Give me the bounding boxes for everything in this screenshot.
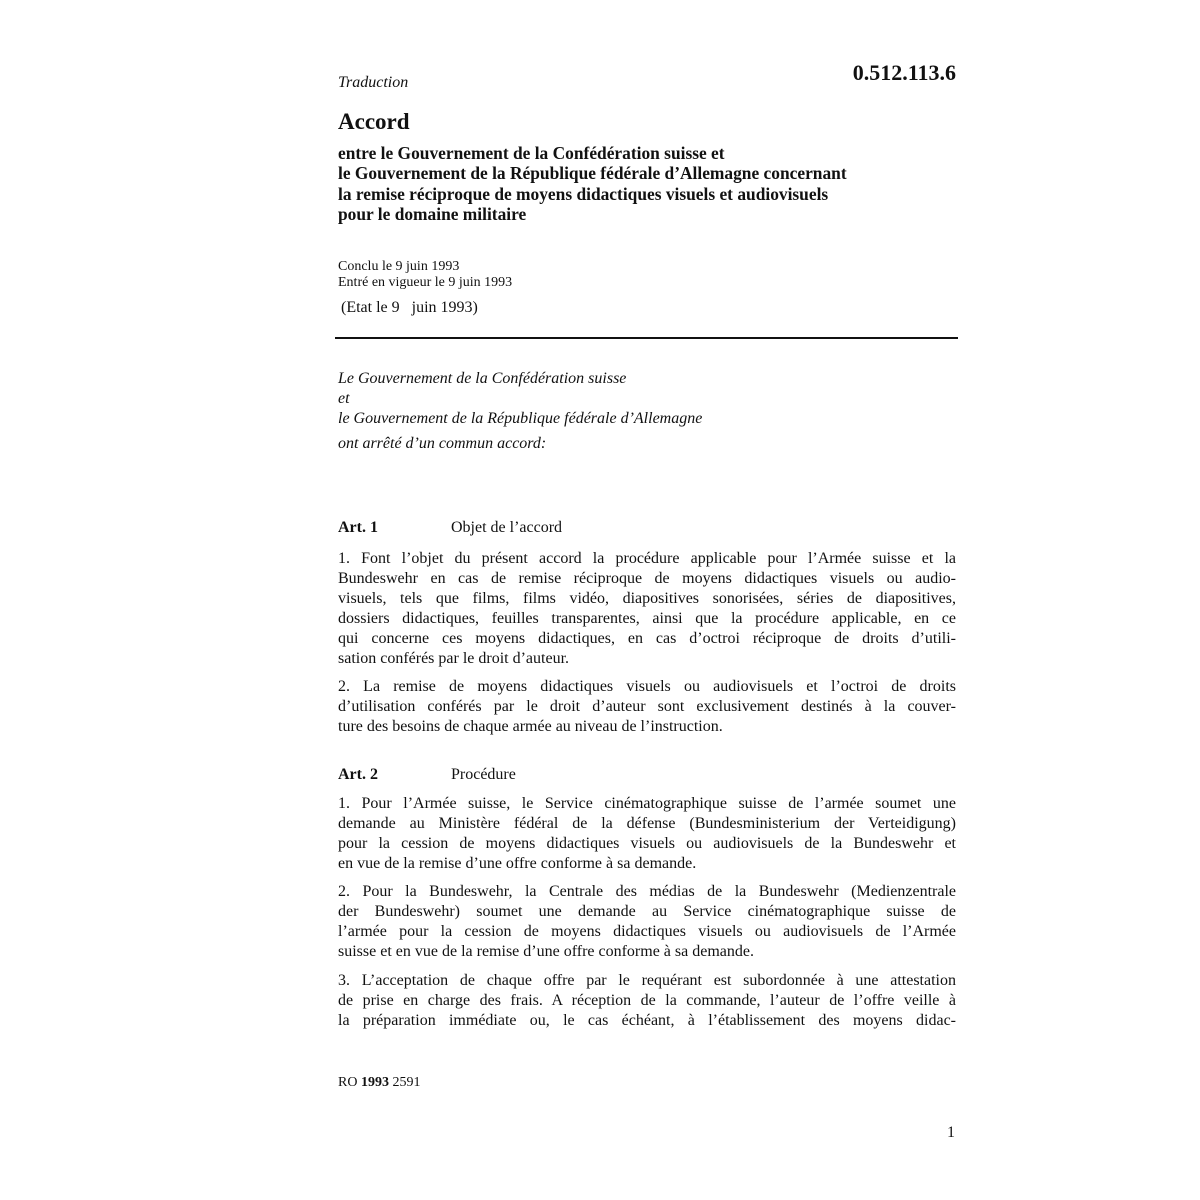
- document-number: 0.512.113.6: [852, 60, 956, 85]
- subtitle-line: la remise réciproque de moyens didactiques visuels et audiovisuels: [338, 183, 829, 204]
- paragraph-line: en vue de la remise d’une offre conforme à sa demande.: [338, 855, 697, 872]
- article-title: Procédure: [451, 766, 516, 783]
- paragraph-line: Bundeswehr en cas de remise réciproque de moyens didactiques visuels ou audio-: [338, 570, 956, 587]
- paragraph-line: pour la cession de moyens didactiques visuels ou audiovisuels de la Bundeswehr et: [338, 835, 956, 852]
- article-number: Art. 1: [338, 519, 378, 536]
- preamble-line: et: [338, 390, 350, 407]
- article-1-paragraph-2: [338, 677, 956, 737]
- subtitle-line: pour le domaine militaire: [338, 203, 527, 224]
- paragraph-line: ture des besoins de chaque armée au niveau de l’instruction.: [338, 718, 723, 735]
- page-number: 1: [947, 1124, 955, 1141]
- status-date: (Etat le 9 juin 1993): [341, 299, 478, 316]
- preamble-line: Le Gouvernement de la Confédération suisse: [338, 370, 627, 387]
- paragraph-line: dossiers didactiques, feuilles transparentes, ainsi que la procédure applicable, en ce: [338, 610, 956, 627]
- paragraph-line: de prise en charge des frais. A réception de la commande, l’auteur de l’offre veille à: [338, 992, 956, 1009]
- paragraph-line: d’utilisation conférés par le droit d’auteur sont exclusivement destinés à la couver-: [338, 698, 956, 715]
- paragraph-line: la préparation immédiate ou, le cas échéant, à l’établissement des moyens didac-: [338, 1012, 956, 1029]
- header-divider: [335, 337, 958, 339]
- conclusion-date: Conclu le 9 juin 1993: [338, 259, 460, 274]
- article-2-paragraph-1: [338, 794, 956, 874]
- preamble-line: le Gouvernement de la République fédérale d’Allemagne: [338, 410, 703, 427]
- ro-year: 1993: [360, 1075, 389, 1090]
- entry-into-force-date: Entré en vigueur le 9 juin 1993: [338, 275, 513, 290]
- article-2-paragraph-2: [338, 882, 956, 962]
- preamble: [338, 369, 702, 454]
- paragraph-line: 1. Font l’objet du présent accord la procédure applicable pour l’Armée suisse et la: [338, 550, 956, 567]
- paragraph-line: visuels, tels que films, films vidéo, diapositives sonorisées, séries de diapositives,: [338, 590, 956, 607]
- article-2-heading: [338, 766, 958, 788]
- paragraph-line: qui concerne ces moyens didactiques, en cas d’octroi réciproque de droits d’utili-: [338, 630, 956, 647]
- ro-page: 2591: [392, 1075, 421, 1090]
- document-meta: [338, 259, 512, 291]
- preamble-line: ont arrêté d’un commun accord:: [338, 435, 547, 452]
- paragraph-line: sation conférés par le droit d’auteur.: [338, 650, 570, 667]
- paragraph-line: l’armée pour la cession de moyens didactiques visuels ou audiovisuels de l’Armée: [338, 923, 956, 940]
- paragraph-line: 3. L’acceptation de chaque offre par le requérant est subordonnée à une attestation: [338, 972, 956, 989]
- subtitle-line: entre le Gouvernement de la Confédération suisse et: [338, 143, 725, 163]
- document-subtitle: [338, 143, 978, 224]
- traduction-label: Traduction: [338, 74, 409, 91]
- paragraph-line: 2. La remise de moyens didactiques visuels ou audiovisuels et l’octroi de droits: [338, 678, 956, 695]
- paragraph-line: 1. Pour l’Armée suisse, le Service cinématographique suisse de l’armée soumet une: [338, 795, 956, 812]
- ro-label: RO: [338, 1075, 358, 1090]
- article-1-paragraph-1: [338, 549, 956, 669]
- article-number: Art. 2: [338, 766, 378, 783]
- official-collection-reference: [338, 1075, 420, 1091]
- subtitle-line: le Gouvernement de la République fédérale d’Allemagne concernant: [338, 163, 847, 184]
- paragraph-line: der Bundeswehr) soumet une demande au Service cinématographique suisse de: [338, 903, 956, 920]
- document-title: Accord: [338, 109, 410, 134]
- paragraph-line: suisse et en vue de la remise d’une offre conforme à sa demande.: [338, 943, 754, 960]
- paragraph-line: demande au Ministère fédéral de la défense (Bundesministerium der Verteidigung): [338, 815, 956, 832]
- paragraph-line: 2. Pour la Bundeswehr, la Centrale des médias de la Bundeswehr (Medienzentrale: [338, 883, 956, 900]
- article-2-paragraph-3: [338, 971, 956, 1031]
- article-1-heading: [338, 519, 958, 541]
- article-title: Objet de l’accord: [451, 519, 563, 536]
